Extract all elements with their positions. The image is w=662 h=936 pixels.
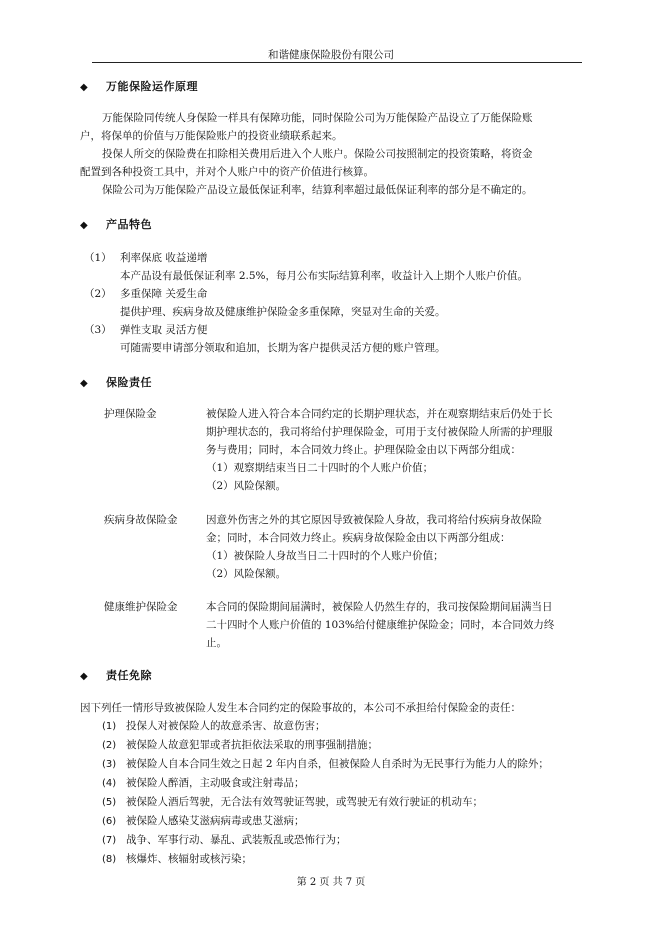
exclusion-number: (8): [102, 854, 117, 865]
exclusion-number: (5): [102, 797, 117, 808]
clause-label-nursing: 护理保险金: [104, 408, 157, 420]
header-rule: [92, 62, 582, 63]
clause-line: 被保险人进入符合本合同约定的长期护理状态，并在观察期结束后仍处于长: [206, 408, 553, 420]
clause-line: 二十四时个人账户价值的 103%给付健康维护保险金；同时，本合同效力终: [206, 619, 555, 631]
exclusion-text: 被保险人酒后驾驶，无合法有效驾驶证驾驶，或驾驶无有效行驶证的机动车；: [126, 796, 483, 808]
feature-number: （2）: [84, 288, 112, 300]
exclusion-text: 被保险人感染艾滋病病毒或患艾滋病；: [126, 815, 305, 827]
clause-body-disease-death: [206, 511, 590, 583]
clause-line: （2）风险保额。: [206, 568, 287, 580]
paragraph-line: 保险公司为万能保险产品设立最低保证利率，结算利率超过最低保证利率的部分是不确定的。: [102, 184, 533, 196]
clause-line: 金；同时，本合同效力终止。疾病身故保险金由以下两部分组成：: [206, 532, 511, 544]
exclusion-item: [102, 812, 305, 831]
clause-line: （1）被保险人身故当日二十四时的个人账户价值；: [206, 550, 444, 562]
exclusion-text: 被保险人故意犯罪或者抗拒依法采取的刑事强制措施；: [126, 739, 378, 751]
exclusion-number: (7): [102, 835, 117, 846]
section-title: 保险责任: [106, 376, 152, 389]
exclusion-number: (1): [102, 721, 117, 732]
diamond-bullet-icon: ◆: [80, 82, 89, 93]
exclusion-text: 投保人对被保险人的故意杀害、故意伤害；: [126, 720, 326, 732]
clause-label-health-maintenance: 健康维护保险金: [104, 601, 178, 613]
exclusion-item: [102, 793, 483, 812]
clause-line: （1）观察期结束当日二十四时的个人账户价值；: [206, 462, 434, 474]
paragraph-line: 万能保险同传统人身保险一样具有保障功能，同时保险公司为万能保险产品设立了万能保险账: [102, 112, 533, 124]
exclusion-item: [102, 736, 378, 755]
clause-line: 本合同的保险期间届满时，被保险人仍然生存的，我司按保险期间届满当日: [206, 601, 553, 613]
page-header: 和谐健康保险股份有限公司: [268, 49, 394, 61]
feature-desc: 本产品设有最低保证利率 2.5%，每月公布实际结算利率，收益计入上期个人账户价值。: [120, 270, 529, 282]
exclusion-item: [102, 831, 347, 850]
clause-line: 因意外伤害之外的其它原因导致被保险人身故，我司将给付疾病身故保险: [206, 514, 542, 526]
clause-line: 务与费用；同时，本合同效力终止。护理保险金由以下两部分组成：: [206, 444, 521, 456]
feature-desc: 提供护理、疾病身故及健康维护保险金多重保障，突显对生命的关爱。: [120, 306, 446, 318]
exclusion-text: 核爆炸、核辐射或核污染；: [126, 853, 252, 865]
paragraph-line: 户，将保单的价值与万能保险账户的投资业绩联系起来。: [80, 130, 343, 142]
exclusions-intro: 因下列任一情形导致被保险人发生本合同约定的保险事故的，本公司不承担给付保险金的责任：: [80, 702, 521, 714]
section-heading-features: [80, 216, 152, 232]
feature-title: 弹性支取 灵活方便: [120, 324, 208, 336]
exclusion-item: [102, 850, 252, 869]
feature-desc: 可随需要申请部分领取和追加，长期为客户提供灵活方便的账户管理。: [120, 342, 446, 354]
diamond-bullet-icon: ◆: [80, 671, 89, 682]
section-heading-principle: [80, 78, 198, 94]
exclusion-text: 被保险人醉酒，主动吸食或注射毒品；: [126, 777, 305, 789]
section-heading-exclusions: [80, 667, 152, 683]
feature-title: 利率保底 收益递增: [120, 252, 208, 264]
exclusion-text: 战争、军事行动、暴乱、武装叛乱或恐怖行为；: [126, 834, 347, 846]
exclusion-text: 被保险人自本合同生效之日起 2 年内自杀，但被保险人自杀时为无民事行为能力人的除外；: [126, 758, 549, 770]
feature-number: （1）: [84, 252, 112, 264]
exclusion-number: (3): [102, 759, 117, 770]
diamond-bullet-icon: ◆: [80, 378, 89, 389]
section-heading-liability: [80, 374, 152, 390]
clause-body-health-maintenance: [206, 598, 590, 652]
exclusion-item: [102, 774, 305, 793]
diamond-bullet-icon: ◆: [80, 220, 89, 231]
section-title: 万能保险运作原理: [106, 80, 198, 93]
paragraph-line: 配置到各种投资工具中，并对个人账户中的资产价值进行核算。: [80, 166, 374, 178]
feature-title: 多重保障 关爱生命: [120, 288, 208, 300]
feature-number: （3）: [84, 324, 112, 336]
clause-label-disease-death: 疾病身故保险金: [104, 514, 178, 526]
clause-line: 止。: [206, 637, 227, 649]
exclusion-item: [102, 755, 549, 774]
clause-line: （2）风险保额。: [206, 480, 287, 492]
exclusion-number: (6): [102, 816, 117, 827]
page-footer: 第 2 页 共 7 页: [296, 877, 366, 888]
exclusion-item: [102, 717, 326, 736]
exclusion-number: (2): [102, 740, 117, 751]
paragraph-line: 投保人所交的保险费在扣除相关费用后进入个人账户。保险公司按照制定的投资策略，将资金: [102, 148, 533, 160]
exclusion-number: (4): [102, 778, 117, 789]
section-title: 产品特色: [106, 218, 152, 231]
clause-body-nursing: [206, 405, 590, 495]
clause-line: 期护理状态的，我司将给付护理保险金，可用于支付被保险人所需的护理服: [206, 426, 553, 438]
section-title: 责任免除: [106, 669, 152, 682]
